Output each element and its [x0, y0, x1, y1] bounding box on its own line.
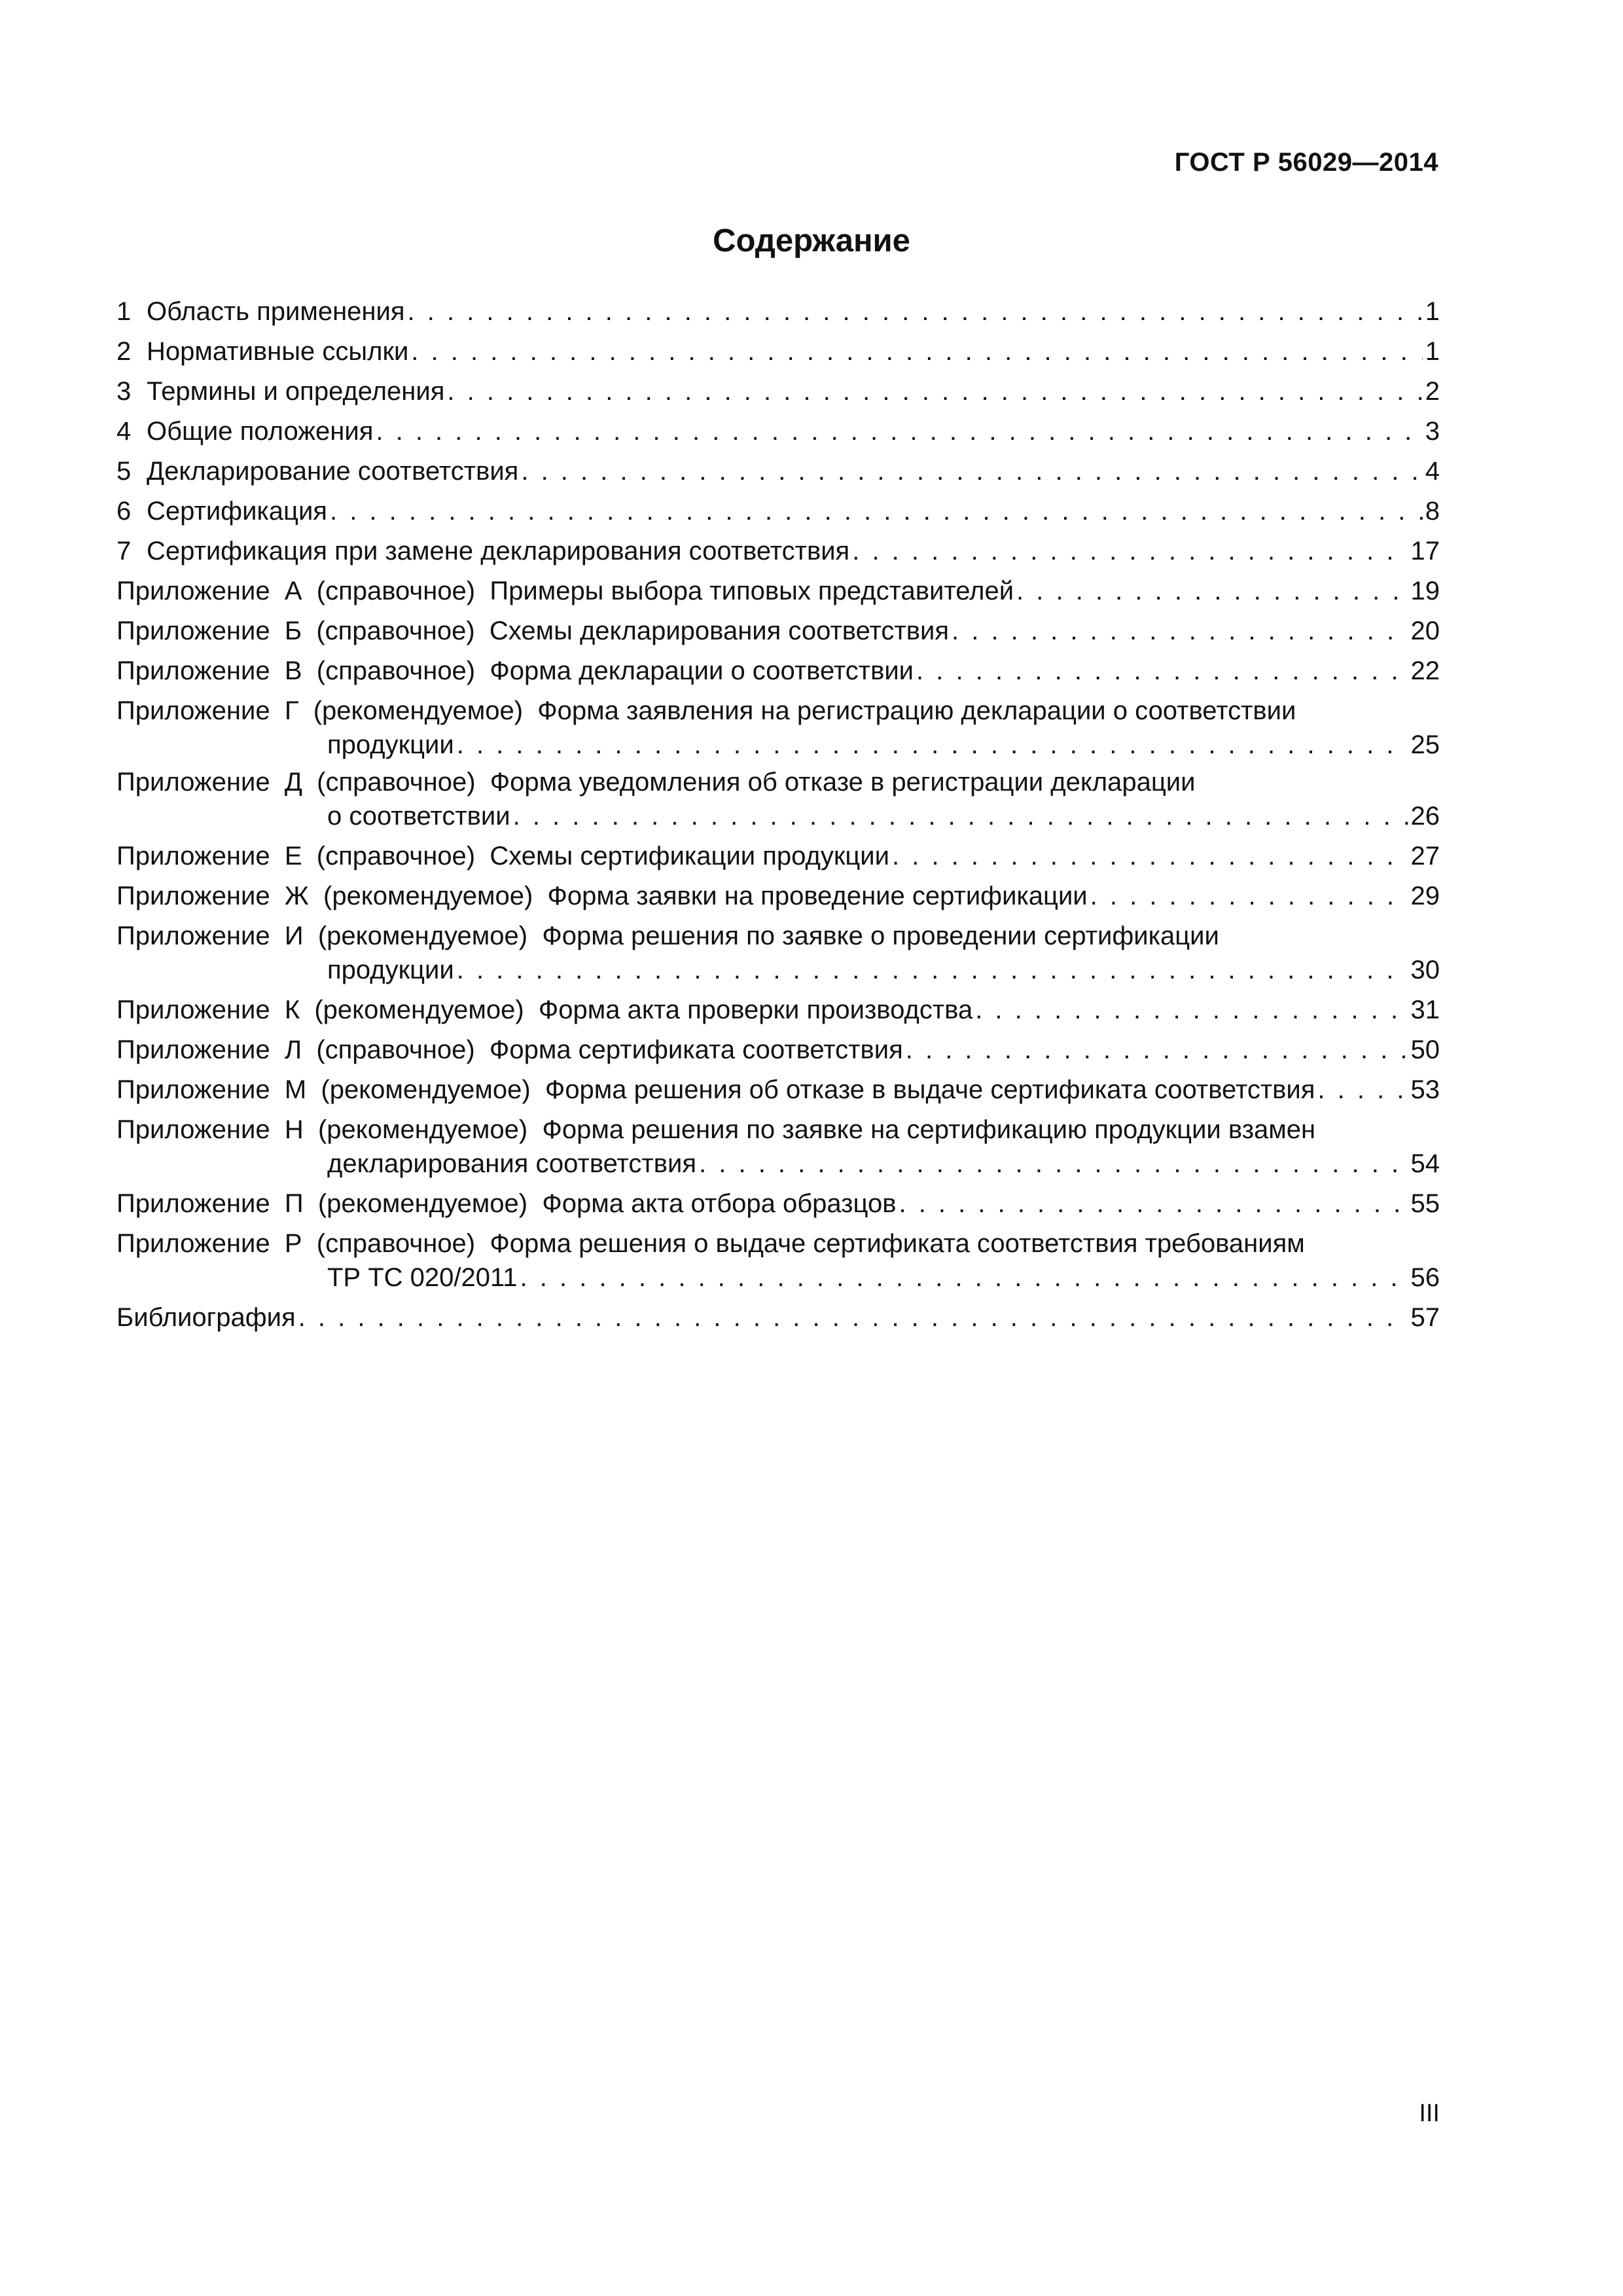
- toc-entry-page: 4: [1425, 457, 1440, 486]
- toc-entry-label-continued: ТР ТС 020/2011: [327, 1263, 518, 1292]
- dot-leader: [899, 1184, 1408, 1224]
- toc-entry-label: Сертификация: [147, 497, 327, 526]
- toc-entry[interactable]: [116, 1113, 1440, 1181]
- toc-entry-label: Библиография: [116, 1303, 296, 1332]
- toc-entry[interactable]: [116, 694, 1440, 762]
- toc-entry-page: 53: [1410, 1075, 1440, 1104]
- toc-entry[interactable]: [116, 1227, 1440, 1295]
- toc-entry-label-continued: продукции: [327, 956, 454, 984]
- toc-entry-page: 50: [1410, 1035, 1440, 1064]
- toc-entry-label: Область применения: [147, 297, 405, 326]
- toc-entry-page: 56: [1410, 1263, 1440, 1292]
- toc-entry[interactable]: [116, 412, 1440, 452]
- dot-leader: [1317, 1070, 1408, 1110]
- toc-entry-label: Приложение П (рекомендуемое) Форма акта отбора образцов: [116, 1189, 897, 1218]
- dot-leader: [298, 1298, 1408, 1338]
- dot-leader: [906, 1030, 1408, 1070]
- dot-leader: [1090, 876, 1408, 916]
- toc-entry-page: 22: [1410, 656, 1440, 685]
- toc-entry-label-continued: декларирования соответствия: [327, 1149, 697, 1178]
- dot-leader: [513, 799, 1408, 833]
- toc-entry-page: 17: [1410, 537, 1440, 565]
- toc-entry[interactable]: [116, 611, 1440, 651]
- toc-entry-page: 29: [1410, 882, 1440, 910]
- toc-entry-label: Приложение М (рекомендуемое) Форма решения об отказе в выдаче сертификата соответствия: [116, 1075, 1315, 1104]
- toc-entry-page: 54: [1410, 1149, 1440, 1178]
- toc-entry-label: Приложение Л (справочное) Форма сертификата соответствия: [116, 1035, 903, 1064]
- toc-entry[interactable]: [116, 651, 1440, 691]
- page-number: III: [1419, 2100, 1440, 2127]
- toc-entry-page: 57: [1410, 1303, 1440, 1332]
- toc-entry[interactable]: [116, 1030, 1440, 1070]
- toc-entry[interactable]: [116, 1070, 1440, 1110]
- toc-entry-label: Общие положения: [147, 417, 374, 446]
- toc-entry-label: Приложение Д (справочное) Форма уведомления об отказе в регистрации декларации: [116, 768, 1196, 797]
- dot-leader: [520, 1261, 1408, 1295]
- toc-entry-label-continued: о соответствии: [327, 802, 510, 831]
- toc-entry[interactable]: [116, 836, 1440, 876]
- toc-entry[interactable]: [116, 765, 1440, 833]
- toc-entry[interactable]: [116, 876, 1440, 916]
- toc-entry-label: Приложение Б (справочное) Схемы декларирования соответствия: [116, 617, 949, 645]
- toc-entry-number: 7: [116, 537, 132, 565]
- toc-entry-page: 19: [1410, 577, 1440, 605]
- toc-entry-page: 31: [1410, 996, 1440, 1024]
- toc-entry-label: Приложение К (рекомендуемое) Форма акта проверки производства: [116, 996, 973, 1024]
- toc-entry-label: Приложение Р (справочное) Форма решения о выдаче сертификата соответствия требованиям: [116, 1229, 1305, 1258]
- dot-leader: [892, 836, 1408, 876]
- toc-entry[interactable]: [116, 332, 1440, 372]
- toc-entry-label: Приложение В (справочное) Форма декларации о соответствии: [116, 656, 914, 685]
- toc-entry-page: 3: [1425, 417, 1440, 446]
- dot-leader: [447, 372, 1422, 412]
- toc-entry-page: 26: [1410, 802, 1440, 831]
- toc-entry-page: 27: [1410, 842, 1440, 870]
- toc-entry-label: Приложение И (рекомендуемое) Форма решения по заявке о проведении сертификации: [116, 922, 1219, 950]
- toc-entry-label: Декларирование соответствия: [147, 457, 519, 486]
- dot-leader: [457, 953, 1408, 987]
- table-of-contents: [116, 292, 1440, 1338]
- toc-entry-page: 25: [1410, 730, 1440, 759]
- document-code: ГОСТ Р 56029—2014: [1174, 148, 1438, 177]
- toc-entry-number: 3: [116, 377, 132, 406]
- toc-entry[interactable]: [116, 1184, 1440, 1224]
- toc-entry-page: 20: [1410, 617, 1440, 645]
- toc-entry-page: 55: [1410, 1189, 1440, 1218]
- toc-entry[interactable]: [116, 990, 1440, 1030]
- dot-leader: [457, 728, 1408, 762]
- toc-entry-number: 2: [116, 337, 132, 366]
- toc-entry[interactable]: [116, 531, 1440, 571]
- toc-entry[interactable]: [116, 1298, 1440, 1338]
- toc-entry-label: Приложение Г (рекомендуемое) Форма заявления на регистрацию декларации о соответствии: [116, 696, 1296, 725]
- dot-leader: [952, 611, 1408, 651]
- dot-leader: [975, 990, 1408, 1030]
- toc-entry[interactable]: [116, 492, 1440, 531]
- toc-entry-number: 4: [116, 417, 132, 446]
- toc-entry-page: 30: [1410, 956, 1440, 984]
- dot-leader: [916, 651, 1408, 691]
- toc-entry-page: 1: [1425, 297, 1440, 326]
- toc-entry-number: 1: [116, 297, 132, 326]
- toc-entry-page: 8: [1425, 497, 1440, 526]
- dot-leader: [408, 292, 1423, 332]
- dot-leader: [1016, 571, 1408, 611]
- toc-entry-label-continued: продукции: [327, 730, 454, 759]
- dot-leader: [521, 452, 1422, 492]
- dot-leader: [376, 412, 1422, 452]
- toc-entry[interactable]: [116, 919, 1440, 987]
- toc-entry-label: Сертификация при замене декларирования соответствия: [147, 537, 850, 565]
- toc-title: Содержание: [713, 223, 910, 259]
- toc-entry-number: 6: [116, 497, 132, 526]
- toc-entry-label: Приложение Н (рекомендуемое) Форма решения по заявке на сертификацию продукции взамен: [116, 1115, 1316, 1144]
- toc-entry-label: Термины и определения: [147, 377, 445, 406]
- toc-entry[interactable]: [116, 372, 1440, 412]
- toc-entry-page: 2: [1425, 377, 1440, 406]
- toc-entry-label: Нормативные ссылки: [147, 337, 409, 366]
- toc-entry-label: Приложение Е (справочное) Схемы сертификации продукции: [116, 842, 889, 870]
- dot-leader: [852, 531, 1408, 571]
- dot-leader: [330, 492, 1423, 531]
- dot-leader: [699, 1147, 1408, 1181]
- dot-leader: [411, 332, 1422, 372]
- toc-entry-number: 5: [116, 457, 132, 486]
- toc-entry-label: Приложение А (справочное) Примеры выбора типовых представителей: [116, 577, 1014, 605]
- toc-entry[interactable]: [116, 292, 1440, 332]
- toc-entry-label: Приложение Ж (рекомендуемое) Форма заявки на проведение сертификации: [116, 882, 1088, 910]
- toc-entry[interactable]: [116, 571, 1440, 611]
- toc-entry[interactable]: [116, 452, 1440, 492]
- toc-entry-page: 1: [1425, 337, 1440, 366]
